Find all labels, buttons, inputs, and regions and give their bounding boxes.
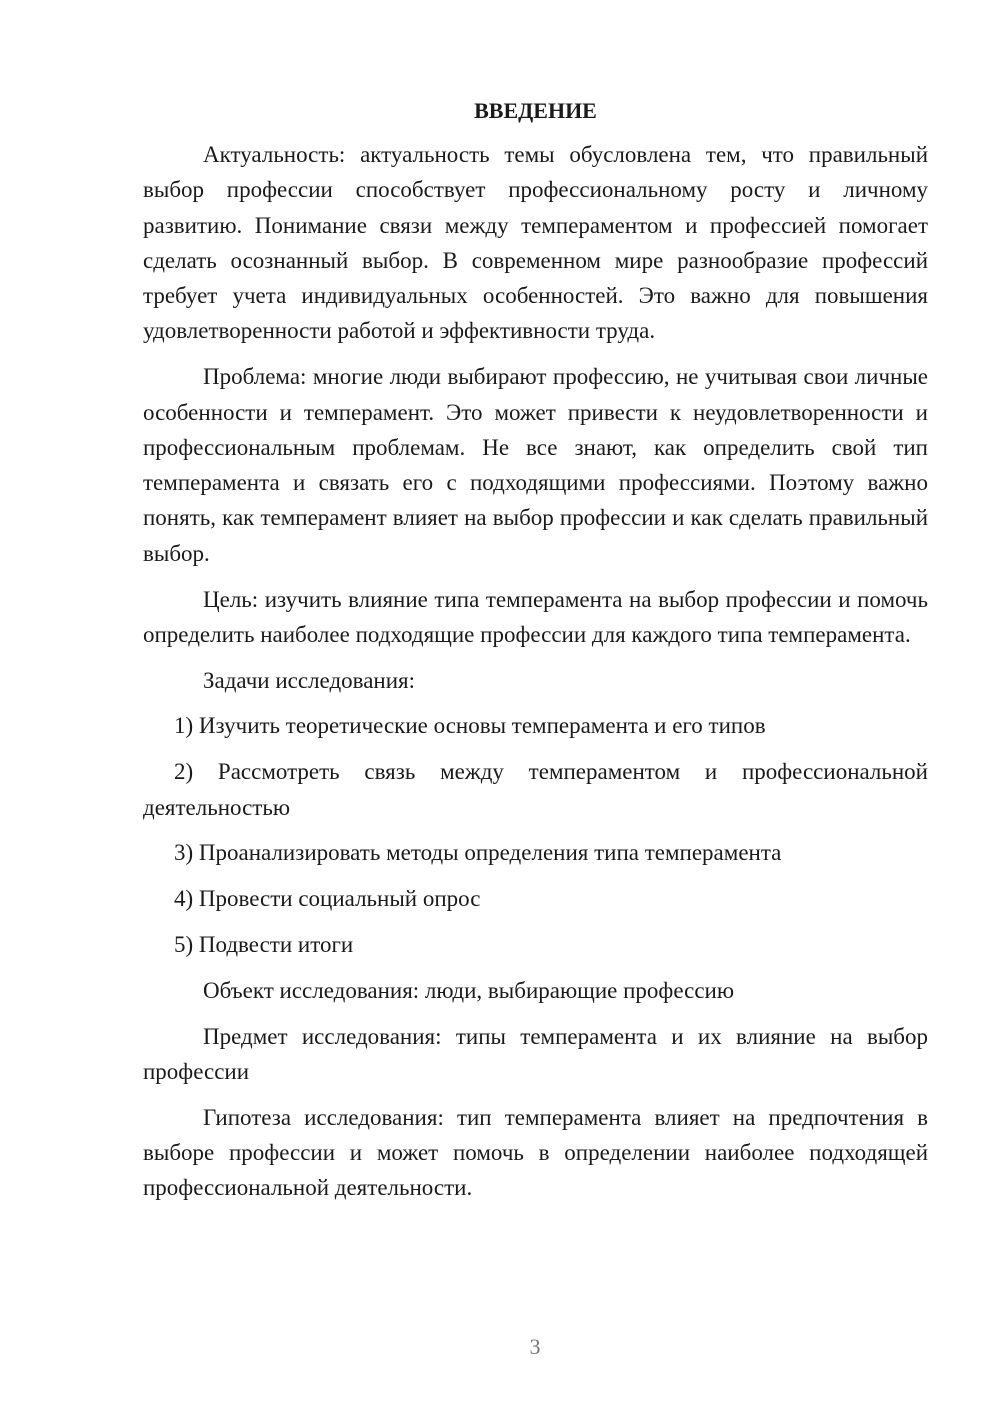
relevance-paragraph: Актуальность: актуальность темы обусловлена тем, что правильный выбор профессии способствует профессиональному росту и личному развитию. Понимание связи между темпераментом и профессией помогает сделать осознанный выбор. В современном мире разнообразие профессий требует учета индивидуальных особенностей. Это важно для повышения удовлетворенности работой и эффективности труда. <box>143 142 928 344</box>
goal-paragraph: Цель: изучить влияние типа темперамента на выбор профессии и помочь определить наиболее подходящие профессии для каждого типа темперамента. <box>143 586 928 647</box>
tasks-heading: Задачи исследования: <box>203 667 416 693</box>
problem-paragraph: Проблема: многие люди выбирают профессию, не учитывая свои личные особенности и темперамент. Это может привести к неудовлетворенности и профессиональным проблемам. Не все знают, как определить свой тип темперамента и связать его с подходящими профессиями. Поэтому важно понять, как темперамент влияет на выбор профессии и как сделать правильный выбор. <box>143 364 928 566</box>
task-item-1: 1) Изучить теоретические основы темперамента и его типов <box>174 713 766 739</box>
page-number: 3 <box>529 1334 541 1359</box>
section-title: ВВЕДЕНИЕ <box>474 98 597 123</box>
task-item-3: 3) Проанализировать методы определения типа темперамента <box>174 840 782 866</box>
object-paragraph: Объект исследования: люди, выбирающие профессию <box>203 977 735 1003</box>
document-body <box>143 93 928 1206</box>
task-item-4: 4) Провести социальный опрос <box>174 886 481 912</box>
task-item-5: 5) Подвести итоги <box>174 931 354 957</box>
subject-paragraph: Предмет исследования: типы темперамента и их влияние на выбор профессии <box>143 1023 928 1084</box>
hypothesis-paragraph: Гипотеза исследования: тип темперамента влияет на предпочтения в выборе профессии и может помочь в определении наиболее подходящей профессиональной деятельности. <box>143 1104 928 1201</box>
task-item-2: 2) Рассмотреть связь между темпераментом и профессиональной деятельностью <box>143 759 928 820</box>
